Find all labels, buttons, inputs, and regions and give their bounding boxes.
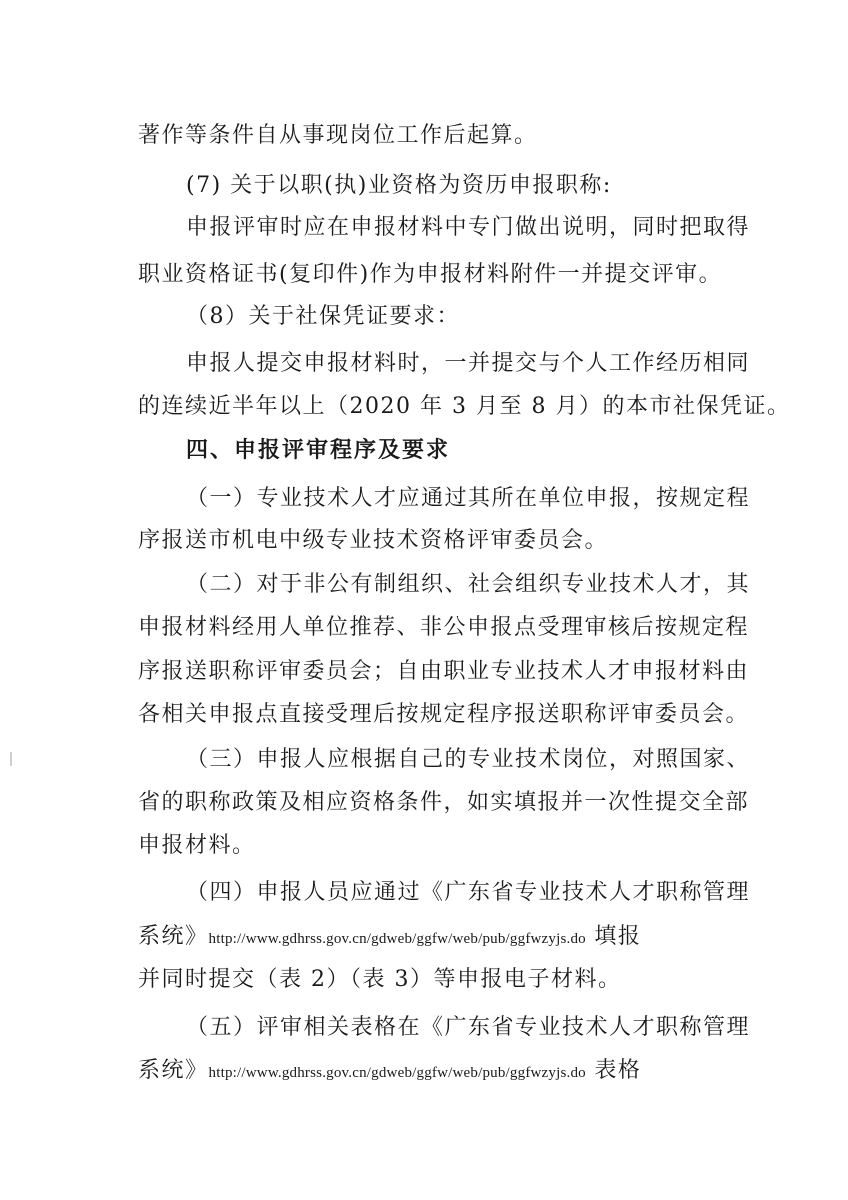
text-line: （8）关于社保凭证要求： xyxy=(186,304,460,329)
text-line: 申报材料经用人单位推荐、非公申报点受理审核后按规定程 xyxy=(138,615,750,640)
text-line: （四）申报人员应通过《广东省专业技术人才职称管理 xyxy=(186,880,751,905)
text-line: 序报送市机电中级专业技术资格评审委员会。 xyxy=(138,528,609,553)
url-text-line xyxy=(138,917,728,957)
text-line: （二）对于非公有制组织、社会组织专业技术人才，其 xyxy=(186,572,751,597)
section-heading: 四、申报评审程序及要求 xyxy=(186,438,451,463)
text-line: 并同时提交（表 2）（表 3）等申报电子材料。 xyxy=(138,967,622,992)
scan-margin-mark xyxy=(10,752,12,766)
url-line-suffix: 表格 xyxy=(585,1058,642,1083)
text-line: （五）评审相关表格在《广东省专业技术人才职称管理 xyxy=(186,1015,751,1040)
system-url-link: http://www.gdhrss.gov.cn/gdweb/ggfw/web/pub/ggfwzyjs.do xyxy=(208,1065,586,1081)
text-line: 的连续近半年以上（2020 年 3 月至 8 月）的本市社保凭证。 xyxy=(138,394,791,419)
text-line: （三）申报人应根据自己的专业技术岗位，对照国家、 xyxy=(186,747,751,772)
text-line: 序报送职称评审委员会；自由职业专业技术人才申报材料由 xyxy=(138,659,750,684)
url-line-suffix: 填报 xyxy=(585,924,642,949)
text-line: 省的职称政策及相应资格条件，如实填报并一次性提交全部 xyxy=(138,790,750,815)
system-url-link: http://www.gdhrss.gov.cn/gdweb/ggfw/web/pub/ggfwzyjs.do xyxy=(208,931,586,947)
url-line-prefix: 系统》 xyxy=(138,1058,209,1083)
text-line: 职业资格证书(复印件)作为申报材料附件一并提交评审。 xyxy=(138,262,723,287)
text-line: 申报材料。 xyxy=(138,833,256,858)
text-line: （一）专业技术人才应通过其所在单位申报，按规定程 xyxy=(186,486,751,511)
text-line: 申报评审时应在申报材料中专门做出说明，同时把取得 xyxy=(186,215,751,240)
url-line-prefix: 系统》 xyxy=(138,924,209,949)
text-line: (7) 关于以职(执)业资格为资历申报职称: xyxy=(186,173,612,198)
text-line: 著作等条件自从事现岗位工作后起算。 xyxy=(138,123,538,148)
url-text-line xyxy=(138,1051,728,1091)
text-line: 各相关申报点直接受理后按规定程序报送职称评审委员会。 xyxy=(138,702,750,727)
text-line: 申报人提交申报材料时，一并提交与个人工作经历相同 xyxy=(186,351,751,376)
